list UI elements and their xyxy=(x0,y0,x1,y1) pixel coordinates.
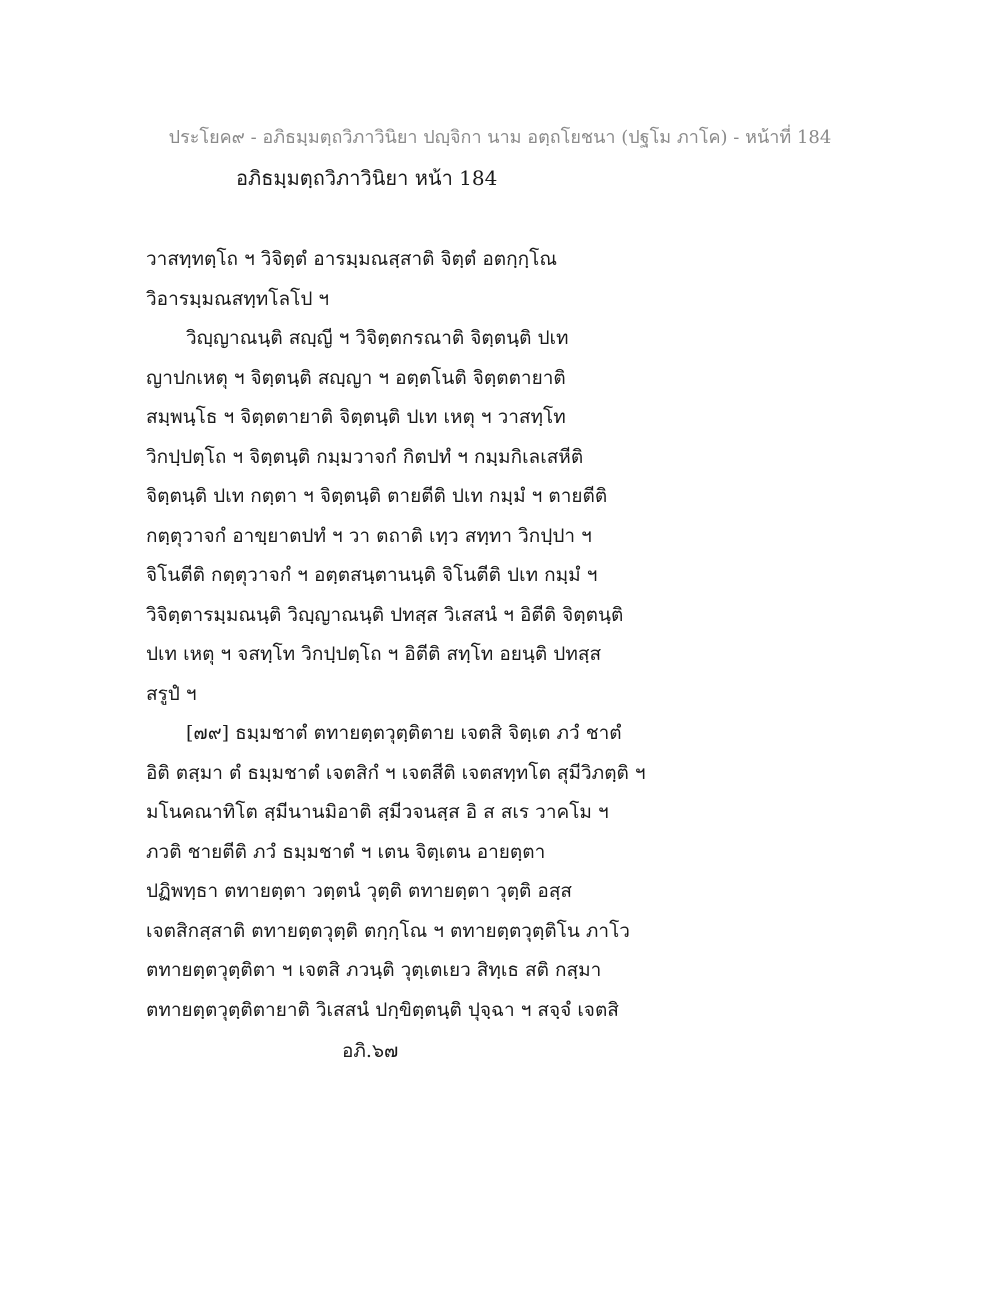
text-line: วาสทฺทตฺโถ ฯ วิจิตฺตํ อารมฺมณสฺสาติ จิตฺตํ อตกฺกฺโณ xyxy=(146,248,557,270)
text-line: ภวติ ชายตีติ ภวํ ธมฺมชาตํ ฯ เตน จิตฺเตน อายตฺตา xyxy=(146,840,546,863)
text-line: สรูปํ ฯ xyxy=(146,682,197,705)
text-line: มโนคณาทิโต สฺมีนานมิอาติ สฺมีวจนสฺส อิ ส สเร วาคโม ฯ xyxy=(146,801,609,823)
text-line: ตทายตฺตวุตฺติตายาติ วิเสสนํ ปกฺขิตฺตนฺติ ปุจฺฉา ฯ สจฺจํ เจตสิ xyxy=(146,998,619,1021)
text-line: สมฺพนฺโธ ฯ จิตฺตตายาติ จิตฺตนฺติ ปเท เหตุ ฯ วาสทฺโท xyxy=(146,406,566,428)
text-line: กตฺตุวาจกํ อาขฺยาตปทํ ฯ วา ตถาติ เทฺว สทฺทา วิกปฺปา ฯ xyxy=(146,524,592,547)
text-line: ตทายตฺตวุตฺติตา ฯ เจตสิ ภวนฺติ วุตฺเตเยว สิทฺเธ สติ กสฺมา xyxy=(146,959,602,981)
page-heading: อภิธมฺมตฺถวิภาวินิยา หน้า 184 xyxy=(236,166,498,190)
text-line: ปเท เหตุ ฯ จสทฺโท วิกปฺปตฺโถ ฯ อิตีติ สทฺโท อยนฺติ ปทสฺส xyxy=(146,643,602,665)
text-line: จิตฺตนฺติ ปเท กตฺตา ฯ จิตฺตนฺติ ตายตีติ ปเท กมฺมํ ฯ ตายตีติ xyxy=(146,485,608,507)
body-text xyxy=(146,240,866,1030)
text-line: เจตสิกสฺสาติ ตทายตฺตวุตฺติ ตกฺกฺโณ ฯ ตทายตฺตวุตฺติโน ภาโว xyxy=(146,919,630,942)
text-line: ญาปกเหตุ ฯ จิตฺตนฺติ สญฺญา ฯ อตฺตโนติ จิตฺตตายาติ xyxy=(146,366,566,389)
text-line: วิกปฺปตฺโถ ฯ จิตฺตนฺติ กมฺมวาจกํ กิตปทํ ฯ กมฺมกิเลเสหีติ xyxy=(146,445,584,468)
text-line: วิจิตฺตารมฺมณนฺติ วิญฺญาณนฺติ ปทสฺส วิเสสนํ ฯ อิตีติ จิตฺตนฺติ xyxy=(146,603,624,626)
text-line: ปฏิพทฺธา ตทายตฺตา วตฺตนํ วุตฺติ ตทายตฺตา วุตฺติ อสฺส xyxy=(146,880,573,902)
text-line: [๗๙] ธมฺมชาตํ ตทายตฺตวุตฺติตาย เจตสิ จิตฺเต ภวํ ชาตํ xyxy=(186,722,622,744)
text-line: อิติ ตสฺมา ตํ ธมฺมชาตํ เจตสิกํ ฯ เจตสีติ เจตสทฺทโต สุมีวิภตฺติ ฯ xyxy=(146,761,646,784)
text-line: วิญฺญาณนฺติ สญฺญี ฯ วิจิตฺตกรณาติ จิตฺตนฺติ ปเท xyxy=(186,327,569,349)
footer-note: อภิ.๖๗ xyxy=(342,1040,399,1062)
text-line: จิโนตีติ กตฺตุวาจกํ ฯ อตฺตสนฺตานนฺติ จิโนตีติ ปเท กมฺมํ ฯ xyxy=(146,564,598,586)
text-line: วิอารมฺมณสทฺทโลโป ฯ xyxy=(146,287,330,310)
running-header: ประโยค๙ - อภิธมฺมตฺถวิภาวินิยา ปญฺจิกา นาม อตฺถโยชนา (ปฐโม ภาโค) - หน้าที่ 184 xyxy=(168,127,832,148)
